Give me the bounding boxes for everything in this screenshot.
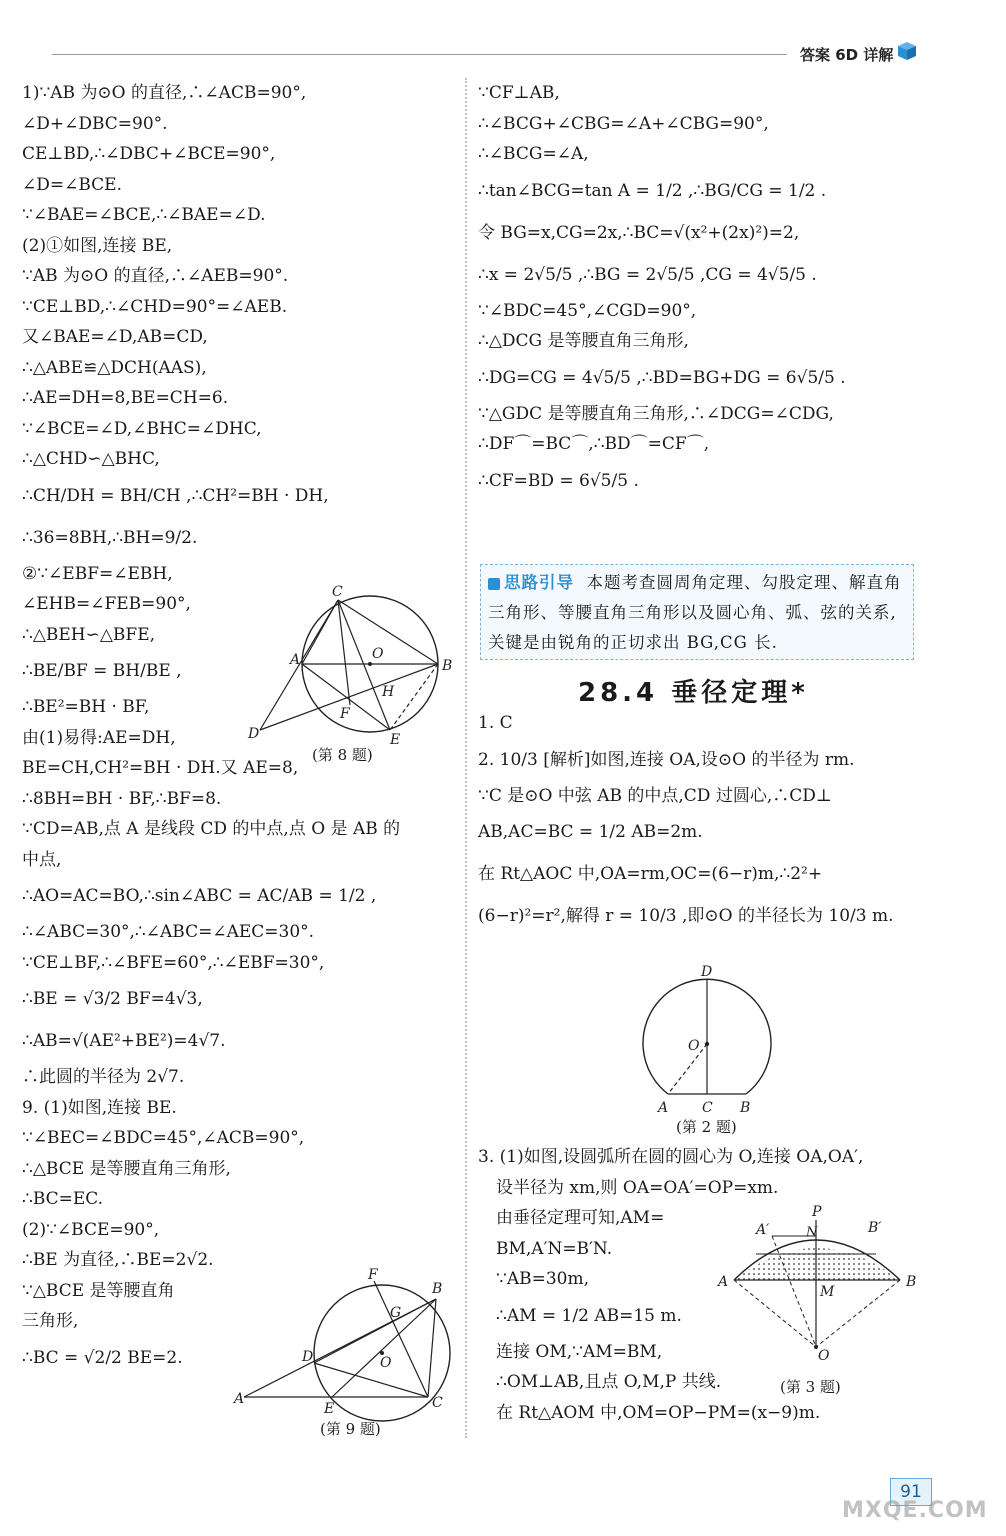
text-line: ∴8BH=BH · BF,∴BF=8. bbox=[22, 788, 222, 809]
text-line: (6−r)²=r²,解得 r = 10/3 ,即⊙O 的半径长为 10/3 m. bbox=[478, 906, 894, 926]
text-line: ∴BE 为直径,∴BE=2√2. bbox=[22, 1250, 214, 1270]
fig8-label: B bbox=[442, 658, 453, 674]
text-line: 1)∵AB 为⊙O 的直径,∴∠ACB=90°, bbox=[22, 83, 307, 103]
text-line: ∴36=8BH,∴BH=9/2. bbox=[22, 527, 198, 548]
text-line: 由垂径定理可知,AM= bbox=[496, 1208, 665, 1228]
text-line: ∵CF⊥AB, bbox=[478, 83, 560, 103]
fig3-label: P bbox=[812, 1204, 822, 1220]
text-line: ∴∠ABC=30°,∴∠ABC=∠AEC=30°. bbox=[22, 922, 315, 942]
fig8-label: A bbox=[290, 652, 301, 668]
watermark: MXQE.COM bbox=[842, 1498, 988, 1523]
fig9-label: B bbox=[432, 1281, 443, 1297]
text-line: ∠EHB=∠FEB=90°, bbox=[22, 594, 191, 614]
text-line: 连接 OM,∵AM=BM, bbox=[496, 1341, 663, 1362]
fig3-label: B′ bbox=[868, 1220, 882, 1236]
text-line: ∴∠BCG=∠A, bbox=[478, 144, 589, 164]
text-line: ∴DG=CG = 4√5/5 ,∴BD=BG+DG = 6√5/5 . bbox=[478, 367, 846, 388]
fig3-label: M bbox=[820, 1284, 835, 1300]
figure-9-caption: (第 9 题) bbox=[320, 1420, 381, 1438]
fig9-label: F bbox=[368, 1267, 378, 1283]
fig3-label: O bbox=[818, 1348, 830, 1362]
fig2-label: C bbox=[702, 1100, 713, 1116]
fig9-label: A bbox=[234, 1391, 245, 1407]
text-line: ∴BE²=BH · BF, bbox=[22, 697, 150, 717]
fig9-label: G bbox=[390, 1305, 402, 1321]
text-line: BE=CH,CH²=BH · DH.又 AE=8, bbox=[22, 758, 299, 778]
header-title: 答案 6D 详解 bbox=[800, 46, 894, 64]
text-line: ∴BC=EC. bbox=[22, 1189, 104, 1209]
fig9-label: C bbox=[432, 1395, 443, 1411]
hint-content bbox=[488, 568, 908, 658]
fig9-label: O bbox=[380, 1355, 392, 1371]
figure-9-diagram bbox=[232, 1265, 457, 1430]
hint-text: 关键是由锐角的正切求出 BG,CG 长. bbox=[488, 633, 778, 652]
fig2-label: B bbox=[740, 1100, 751, 1116]
text-line: ∴CF=BD = 6√5/5 . bbox=[478, 470, 639, 491]
fig9-label: E bbox=[324, 1401, 335, 1417]
hint-text: 本题考查圆周角定理、勾股定理、解直角 bbox=[586, 573, 902, 592]
text-line: ∵AB 为⊙O 的直径,∴∠AEB=90°. bbox=[22, 266, 289, 286]
fig3-label: B bbox=[906, 1274, 917, 1290]
text-line: 1. C bbox=[478, 713, 513, 733]
text-line: 三角形, bbox=[22, 1311, 79, 1331]
text-line: ∴BE/BF = BH/BE , bbox=[22, 661, 182, 681]
text-line: (2)①如图,连接 BE, bbox=[22, 235, 173, 256]
text-line: ∠D+∠DBC=90°. bbox=[22, 113, 168, 134]
header-rule bbox=[52, 54, 787, 55]
text-line: ∠D=∠BCE. bbox=[22, 174, 122, 195]
fig8-label: O bbox=[372, 646, 384, 662]
text-line: ②∵∠EBF=∠EBH, bbox=[22, 563, 173, 584]
cube-icon bbox=[896, 40, 918, 62]
fig3-label: N bbox=[806, 1225, 818, 1240]
figure-3-caption: (第 3 题) bbox=[780, 1378, 841, 1396]
text-line: ∴DF⌒=BC⌒,∴BD⌒=CF⌒, bbox=[478, 434, 710, 454]
text-line: 在 Rt△AOM 中,OM=OP−PM=(x−9)m. bbox=[496, 1402, 821, 1423]
fig9-label: D bbox=[302, 1349, 314, 1365]
text-line: ∵△BCE 是等腰直角 bbox=[22, 1280, 175, 1301]
fig2-label: A bbox=[658, 1100, 669, 1116]
text-line: ∴△BCE 是等腰直角三角形, bbox=[22, 1158, 231, 1179]
text-line: AB,AC=BC = 1/2 AB=2m. bbox=[478, 822, 703, 842]
text-line: ∴∠BCG+∠CBG=∠A+∠CBG=90°, bbox=[478, 113, 769, 134]
text-line: 2. 10/3 [解析]如图,连接 OA,设⊙O 的半径为 rm. bbox=[478, 749, 855, 770]
text-line: 中点, bbox=[22, 849, 62, 870]
hint-label: 思路引导 bbox=[504, 573, 574, 592]
section-title: 28.4 垂径定理* bbox=[578, 678, 809, 708]
text-line: 设半径为 xm,则 OA=OA′=OP=xm. bbox=[496, 1177, 779, 1198]
text-line: ∴BC = √2/2 BE=2. bbox=[22, 1347, 183, 1368]
fig8-label: D bbox=[248, 726, 260, 742]
text-line: ∴AB=√(AE²+BE²)=4√7. bbox=[22, 1031, 226, 1051]
text-line: BM,A′N=B′N. bbox=[496, 1238, 613, 1259]
text-line: ∴AM = 1/2 AB=15 m. bbox=[496, 1305, 682, 1326]
text-line: ∵CD=AB,点 A 是线段 CD 的中点,点 O 是 AB 的 bbox=[22, 819, 401, 839]
text-line: ∴△ABE≌△DCH(AAS), bbox=[22, 357, 207, 378]
text-line: ∵AB=30m, bbox=[496, 1269, 589, 1289]
text-line: ∴△BEH∽△BFE, bbox=[22, 624, 156, 645]
text-line: ∴△CHD∽△BHC, bbox=[22, 449, 160, 469]
text-line: ∴x = 2√5/5 ,∴BG = 2√5/5 ,CG = 4√5/5 . bbox=[478, 264, 817, 285]
text-line: 在 Rt△AOC 中,OA=rm,OC=(6−r)m,∴2²+ bbox=[478, 864, 823, 884]
text-line: ∴tan∠BCG=tan A = 1/2 ,∴BG/CG = 1/2 . bbox=[478, 180, 827, 201]
text-line: ∴△DCG 是等腰直角三角形, bbox=[478, 331, 689, 351]
figure-2-caption: (第 2 题) bbox=[676, 1118, 737, 1136]
hint-text: 三角形、等腰直角三角形以及圆心角、弧、弦的关系, bbox=[488, 603, 897, 622]
fig2-label: D bbox=[701, 964, 713, 980]
text-line: ∵C 是⊙O 中弦 AB 的中点,CD 过圆心,∴CD⊥ bbox=[478, 785, 832, 806]
text-line: ∵∠BAE=∠BCE,∴∠BAE=∠D. bbox=[22, 205, 266, 225]
figure-3-diagram bbox=[712, 1202, 927, 1362]
page-number: 91 bbox=[890, 1478, 932, 1506]
text-line: 3. (1)如图,设圆弧所在圆的圆心为 O,连接 OA,OA′, bbox=[478, 1147, 864, 1167]
fig8-label: C bbox=[332, 584, 343, 600]
text-line: 又∠BAE=∠D,AB=CD, bbox=[22, 327, 208, 347]
figure-8-caption: (第 8 题) bbox=[312, 746, 373, 764]
fig8-label: F bbox=[340, 706, 350, 722]
text-line: 由(1)易得:AE=DH, bbox=[22, 727, 176, 748]
text-line: (2)∵∠BCE=90°, bbox=[22, 1219, 160, 1240]
text-line: 令 BG=x,CG=2x,∴BC=√(x²+(2x)²)=2, bbox=[478, 222, 800, 243]
text-line: ∵△GDC 是等腰直角三角形,∴∠DCG=∠CDG, bbox=[478, 403, 834, 424]
text-line: ∴BE = √3/2 BF=4√3, bbox=[22, 989, 203, 1009]
answers-block-1 bbox=[478, 708, 948, 937]
figure-2-diagram bbox=[630, 960, 790, 1120]
text-line: ∴CH/DH = BH/CH ,∴CH²=BH · DH, bbox=[22, 485, 329, 506]
text-line: CE⊥BD,∴∠DBC+∠BCE=90°, bbox=[22, 144, 276, 164]
text-line: ∴OM⊥AB,且点 O,M,P 共线. bbox=[496, 1372, 722, 1392]
right-column bbox=[478, 78, 948, 502]
text-line: 9. (1)如图,连接 BE. bbox=[22, 1097, 177, 1118]
fig8-label: E bbox=[390, 732, 401, 748]
fig3-label: A′ bbox=[756, 1222, 770, 1238]
text-line: ∴AO=AC=BO,∴sin∠ABC = AC/AB = 1/2 , bbox=[22, 886, 377, 906]
text-line: ∵CE⊥BF,∴∠BFE=60°,∴∠EBF=30°, bbox=[22, 952, 325, 973]
fig3-label: A bbox=[718, 1274, 729, 1290]
text-line: ∴AE=DH=8,BE=CH=6. bbox=[22, 388, 229, 408]
hint-icon bbox=[488, 578, 500, 590]
text-line: ∵∠BEC=∠BDC=45°,∠ACB=90°, bbox=[22, 1128, 305, 1148]
text-line: ∵CE⊥BD,∴∠CHD=90°=∠AEB. bbox=[22, 296, 288, 317]
fig2-label: O bbox=[688, 1038, 700, 1054]
column-divider bbox=[465, 78, 467, 1438]
text-line: ∴此圆的半径为 2√7. bbox=[22, 1067, 185, 1087]
fig8-label: H bbox=[382, 684, 395, 700]
text-line: ∵∠BCE=∠D,∠BHC=∠DHC, bbox=[22, 418, 262, 439]
text-line: ∵∠BDC=45°,∠CGD=90°, bbox=[478, 300, 697, 321]
figure-8-diagram bbox=[240, 580, 460, 750]
